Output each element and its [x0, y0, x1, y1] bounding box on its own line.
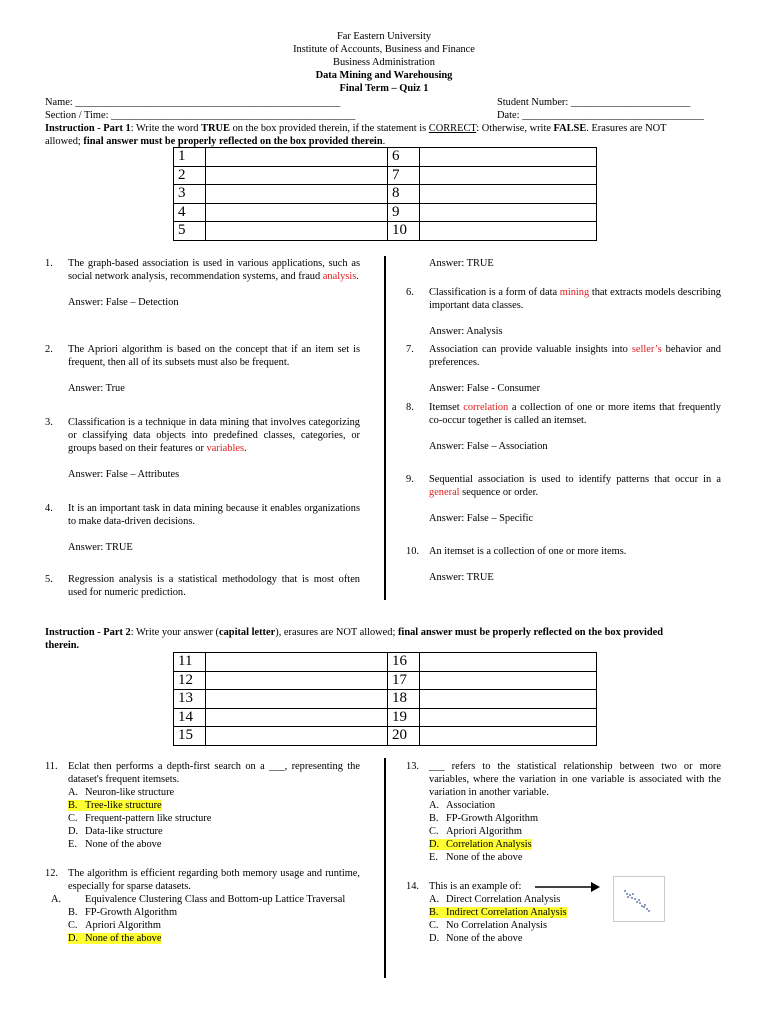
answer-text: Answer: TRUE	[68, 542, 133, 553]
question-3: 3. Classification is a technique in data mining that involves categorizing or classifying data objects into predefined classes, categories, or groups based on their features or variables. Answer: False – Attributes	[45, 417, 360, 480]
answer-text: Answer: False – Attributes	[68, 469, 180, 480]
question-5: 5. Regression analysis is a statistical methodology that is most often used for numeric prediction.	[45, 574, 360, 598]
grid-number: 14	[174, 708, 206, 727]
institute-name: Institute of Accounts, Business and Finance	[293, 44, 475, 55]
grid-number: 19	[388, 708, 420, 727]
option-b[interactable]: B. FP-Growth Algorithm	[429, 813, 539, 824]
grid-number: 6	[388, 148, 420, 167]
question-11: 11. Eclat then performs a depth-first search on a ___, representing the dataset's frequent itemsets. A. Neuron-like structure B. Tree-like structure C. Frequent-pattern like structure D. Data-like structure E. None of the above	[45, 761, 360, 850]
student-number-field[interactable]: Student Number: _______________________	[497, 97, 691, 108]
answer-box[interactable]	[420, 166, 597, 185]
option-a[interactable]: A. Association	[429, 800, 496, 811]
answer-box[interactable]	[206, 185, 388, 204]
answer-text-5: Answer: TRUE	[429, 258, 494, 269]
column-divider	[384, 256, 386, 600]
arrow-right-icon	[535, 880, 601, 894]
question-4: 4. It is an important task in data mining because it enables organizations to make data-driven decisions. Answer: TRUE	[45, 503, 360, 553]
answer-box[interactable]	[420, 708, 597, 727]
answer-text: Answer: False – Specific	[429, 513, 534, 524]
course-title: Data Mining and Warehousing	[315, 70, 453, 81]
answer-box[interactable]	[420, 222, 597, 241]
answer-box[interactable]	[206, 203, 388, 222]
answer-box[interactable]	[206, 690, 388, 709]
answer-box[interactable]	[206, 653, 388, 672]
scatter-plot-thumbnail	[613, 876, 665, 922]
answer-text: Answer: False - Consumer	[429, 383, 541, 394]
grid-number: 1	[174, 148, 206, 167]
question-14: 14. This is an example of: A. Direct Correlation Analysis B. Indirect Correlation Analysis C. No Correlation Analysis D. None of the above	[406, 880, 721, 945]
question-9: 9. Sequential association is used to identify patterns that occur in a general sequence or order. Answer: False – Specific	[406, 474, 721, 524]
answer-box[interactable]	[420, 185, 597, 204]
grid-number: 3	[174, 185, 206, 204]
university-name: Far Eastern University	[336, 31, 432, 42]
answer-text: Answer: True	[68, 383, 125, 394]
grid-number: 4	[174, 203, 206, 222]
question-12: 12. The algorithm is efficient regarding both memory usage and runtime, especially for sparse datasets. A. Equivalence Clustering Class and Bottom-up Lattice Traversal B. FP-Growth Algorithm C. Apriori Algorithm D. None of the above	[45, 868, 360, 944]
option-c[interactable]: C. Apriori Algorithm	[429, 826, 522, 837]
answer-box[interactable]	[206, 222, 388, 241]
part2-instruction: Instruction - Part 2: Write your answer (capital letter), erasures are NOT allowed; final answer must be properly reflected on the box provided therein.	[45, 627, 664, 651]
program-name: Business Administration	[333, 57, 435, 68]
option-e[interactable]: E. None of the above	[429, 852, 523, 863]
column-divider	[384, 758, 386, 978]
option-d[interactable]: D. None of the above	[68, 933, 162, 944]
question-6: 6. Classification is a form of data mining that extracts models describing important data classes. Answer: Analysis	[406, 287, 721, 337]
answer-box[interactable]	[420, 727, 597, 746]
answer-box[interactable]	[420, 148, 597, 167]
answer-box[interactable]	[420, 671, 597, 690]
answer-box[interactable]	[206, 727, 388, 746]
grid-number: 13	[174, 690, 206, 709]
option-c[interactable]: C. No Correlation Analysis	[429, 920, 548, 931]
section-field[interactable]: Section / Time: _______________________________________________	[45, 110, 356, 121]
option-a[interactable]: A. Equivalence Clustering Class and Bottom-up Lattice Traversal	[51, 894, 346, 905]
grid-number: 8	[388, 185, 420, 204]
answer-box[interactable]	[206, 671, 388, 690]
option-c[interactable]: C. Apriori Algorithm	[68, 920, 161, 931]
answer-box[interactable]	[206, 708, 388, 727]
answer-text: Answer: False – Association	[429, 441, 548, 452]
grid-number: 5	[174, 222, 206, 241]
answer-text: Answer: False – Detection	[68, 297, 179, 308]
option-a[interactable]: A. Direct Correlation Analysis	[429, 894, 561, 905]
question-13: 13. ___ refers to the statistical relationship between two or more variables, where the variation in one variable is associated with the variation in another variable. A. Association B. FP-Growth Algorithm C. Apriori Algorithm D. Correlation Analysis E. None of the above	[406, 761, 721, 863]
grid-number: 9	[388, 203, 420, 222]
option-d[interactable]: D. Data-like structure	[68, 826, 163, 837]
answer-text: Answer: TRUE	[429, 572, 494, 583]
part2-answer-grid	[173, 652, 597, 746]
question-2: 2. The Apriori algorithm is based on the concept that if an item set is frequent, then all of its subsets must also be frequent. Answer: True	[45, 344, 360, 394]
grid-number: 11	[174, 653, 206, 672]
exam-title: Final Term – Quiz 1	[339, 83, 429, 94]
answer-box[interactable]	[206, 148, 388, 167]
name-field[interactable]: Name: ___________________________________________________	[45, 97, 341, 108]
grid-number: 12	[174, 671, 206, 690]
option-b[interactable]: B. Tree-like structure	[68, 800, 162, 811]
question-10: 10. An itemset is a collection of one or more items. Answer: TRUE	[406, 545, 721, 584]
date-field[interactable]: Date: ___________________________________	[497, 110, 704, 121]
question-1: 1. The graph-based association is used in various applications, such as social network analysis, recommendation systems, and fraud analysis. Answer: False – Detection	[45, 258, 360, 308]
grid-number: 15	[174, 727, 206, 746]
grid-number: 18	[388, 690, 420, 709]
grid-number: 7	[388, 166, 420, 185]
answer-box[interactable]	[420, 690, 597, 709]
grid-number: 2	[174, 166, 206, 185]
part1-instruction: Instruction - Part 1: Write the word TRUE on the box provided therein, if the statement is CORRECT: Otherwise, write FALSE. Erasures are NOT allowed; final answer must be properly reflected on the box provided therein.	[45, 123, 667, 147]
part1-answer-grid	[173, 147, 597, 241]
option-d[interactable]: D. Correlation Analysis	[429, 839, 532, 850]
question-7: 7. Association can provide valuable insights into seller’s behavior and preferences. Answer: False - Consumer	[406, 344, 721, 394]
answer-box[interactable]	[420, 653, 597, 672]
grid-number: 16	[388, 653, 420, 672]
answer-box[interactable]	[420, 203, 597, 222]
option-e[interactable]: E. None of the above	[68, 839, 162, 850]
question-8: 8. Itemset correlation a collection of one or more items that frequently co-occur together is called an itemset. Answer: False – Association	[406, 402, 721, 452]
option-a[interactable]: A. Neuron-like structure	[68, 787, 175, 798]
option-d[interactable]: D. None of the above	[429, 933, 523, 944]
option-c[interactable]: C. Frequent-pattern like structure	[68, 813, 212, 824]
answer-box[interactable]	[206, 166, 388, 185]
grid-number: 17	[388, 671, 420, 690]
option-b[interactable]: B. Indirect Correlation Analysis	[429, 907, 567, 918]
grid-number: 20	[388, 727, 420, 746]
answer-text: Answer: Analysis	[429, 326, 503, 337]
grid-number: 10	[388, 222, 420, 241]
option-b[interactable]: B. FP-Growth Algorithm	[68, 907, 178, 918]
